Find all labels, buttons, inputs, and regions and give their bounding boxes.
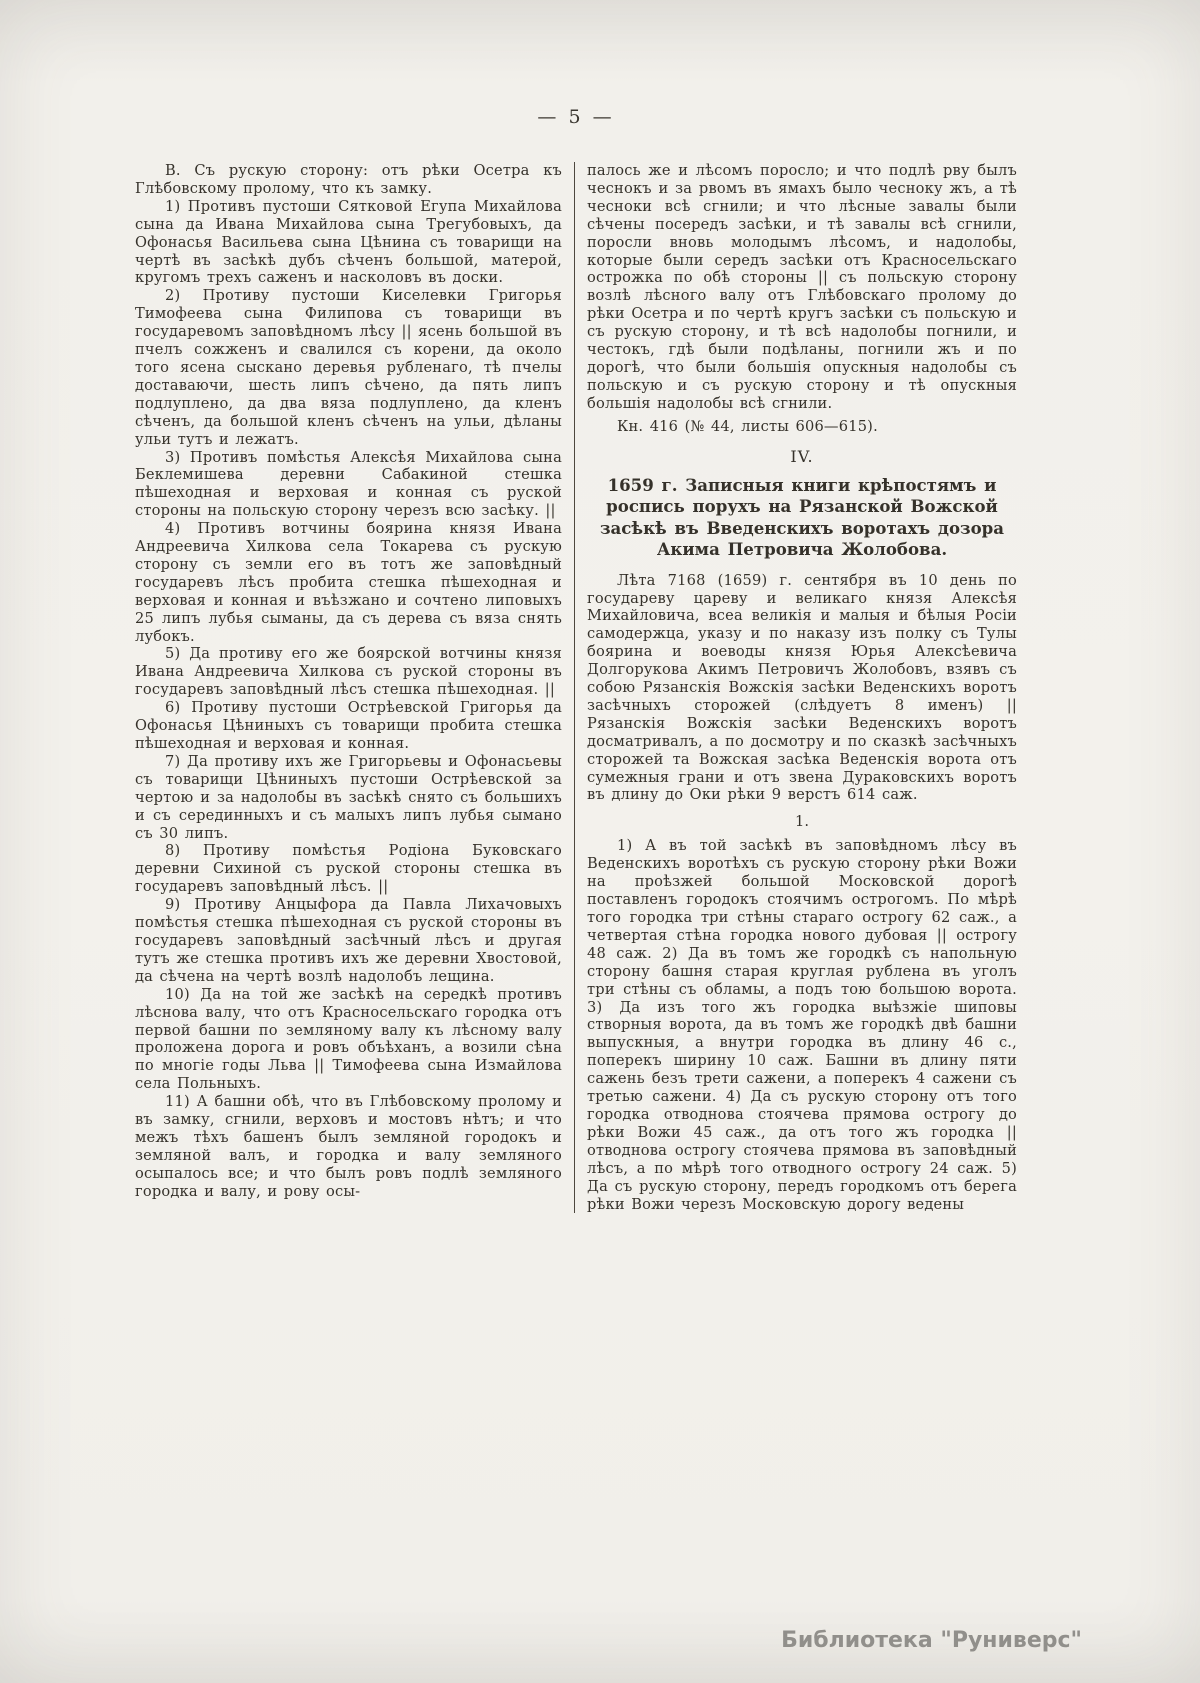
paragraph: 5) Да противу его же боярской вотчины князя Ивана Андреевича Хилкова съ руской стороны въ государевъ заповѣдный лѣсъ стешка пѣшеходная. || — [135, 645, 562, 699]
paragraph: 7) Да противу ихъ же Григорьевы и Офонасьевы съ товарищи Цѣниныхъ пустоши Острѣевской за чертою и за надолобы въ засѣкѣ снято съ большихъ и съ серединныхъ и съ малыхъ липъ лубья сымано съ 30 липъ. — [135, 752, 562, 842]
page-number: — 5 — — [537, 106, 615, 128]
paragraph: 2) Противу пустоши Киселевки Григорья Тимофеева сына Филипова съ товарищи въ государевомъ заповѣдномъ лѣсу || ясень большой въ пчелъ сожженъ и свалился съ корени, да около того ясена сыскано деревья рубленаго, тѣ пчелы доставаючи, шесть липъ сѣчено, да пять липъ подлуплено, да два вяза подлуплено, да кленъ сѣченъ, да большой кленъ сѣченъ на ульи, дѣланы ульи тутъ и лежатъ. — [135, 287, 562, 448]
paragraph: 9) Противу Анцыфора да Павла Лихачовыхъ помѣстья стешка пѣшеходная съ руской стороны въ государевъ заповѣдный засѣчный лѣсъ и другая тутъ же стешка противъ ихъ же деревни Хвостовой, да сѣчена на чертѣ возлѣ надолобъ лещина. — [135, 896, 562, 985]
subsection-number: 1. — [795, 813, 809, 831]
reference-line: Кн. 416 (№ 44, листы 606—615). — [617, 417, 878, 435]
paragraph: 6) Противу пустоши Острѣевской Григорья да Офонасья Цѣниныхъ съ товарищи пробита стешка пѣшеходная и верховая и конная. — [135, 699, 562, 752]
paragraph: 8) Противу помѣстья Родіона Буковскаго деревни Сихиной съ руской стороны стешка въ государевъ заповѣдный лѣсъ. || — [135, 842, 562, 896]
text-columns — [135, 162, 1017, 1213]
paragraph: В. Съ рускую сторону: отъ рѣки Осетра къ Глѣбовскому пролому, что къ замку. — [135, 162, 562, 197]
paragraph: 4) Противъ вотчины боярина князя Ивана Андреевича Хилкова села Токарева съ рускую сторону съ земли его въ тотъ же заповѣдный государевъ лѣсъ пробита стешка пѣшеходная и верховая и конная и въѣзжано и сочтено липовыхъ 25 липъ лубья сыманы, да съ дерева съ вяза снять лубокъ. — [135, 520, 562, 645]
paragraph: 11) А башни обѣ, что въ Глѣбовскому пролому и въ замку, сгнили, верховъ и мостовъ нѣтъ; и что межъ тѣхъ башенъ былъ земляной городокъ и земляной валъ, и городка и валу земляного осыпалось все; и что былъ ровъ подлѣ земляного городка и валу, и рову осы- — [135, 1093, 562, 1200]
continuation-paragraph: палось же и лѣсомъ поросло; и что подлѣ рву былъ чеснокъ и за рвомъ въ ямахъ было чесноку жъ, а тѣ чесноки всѣ сгнили; и что лѣсные завалы были сѣчены посередъ засѣки, и тѣ завалы всѣ сгнили, поросли вновь молодымъ лѣсомъ, и надолобы, которые были середъ засѣки отъ Красносельскаго острожка по обѣ стороны || съ польскую сторону возлѣ лѣсного валу отъ Глѣбовскаго пролому до рѣки Осетра и по чертѣ кругъ засѣки съ польскую и съ рускую сторону, и тѣ всѣ надолобы погнили, и честокъ, гдѣ были подѣланы, погнили жъ и по дорогѣ, что были большія опускныя надолобы съ польскую и съ рускую сторону и тѣ опускныя большія надолобы всѣ сгнили. — [587, 162, 1017, 412]
left-column — [135, 162, 562, 1213]
column-divider — [574, 162, 575, 1213]
paragraph: 3) Противъ помѣстья Алексѣя Михайлова сына Беклемишева деревни Сабакиной стешка пѣшеходная и верховая и конная съ руской стороны на польскую сторону черезъ всю засѣку. || — [135, 448, 562, 520]
section-number: IV. — [790, 446, 814, 466]
paragraph: 10) Да на той же засѣкѣ на середкѣ противъ лѣснова валу, что отъ Красносельскаго городка отъ первой башни по земляному валу къ лѣсному валу проложена дорога и ровъ объѣханъ, а возили сѣна по многіе годы Льва || Тимофеева сына Измайлова села Польныхъ. — [135, 985, 562, 1093]
section-heading: 1659 г. Записныя книги крѣпостямъ и роспись порухъ на Рязанской Вожской засѣкѣ въ Введенскихъ воротахъ дозора Акима Петровича Жолобова. — [599, 474, 1005, 560]
right-column — [587, 162, 1017, 1213]
paragraph: 1) Противъ пустоши Сятковой Егупа Михайлова сына да Ивана Михайлова сына Трегубовыхъ, да Офонасья Васильева сына Цѣнина съ товарищи на чертѣ въ засѣкѣ дубъ сѣченъ большой, матерой, кругомъ трехъ саженъ и насколовъ въ доски. — [135, 197, 562, 287]
body-paragraph: 1) А въ той засѣкѣ въ заповѣдномъ лѣсу въ Веденскихъ воротѣхъ съ рускую сторону рѣки Вожи на проѣзжей большой Московской дорогѣ поставленъ городокъ стоячимъ острогомъ. По мѣрѣ того городка три стѣны стараго острогу 62 саж., а четвертая стѣна городка нового дубовая || острогу 48 саж. 2) Да въ томъ же городкѣ съ напольную сторону башня старая круглая рублена въ уголъ три стѣны съ обламы, а подъ тою большою ворота. 3) Да изъ того жъ городка выѣзжіе шиповы створныя ворота, да въ томъ же городкѣ двѣ башни выпускныя, а внутри городка въ длину 46 с., поперекъ ширину 10 саж. Башни въ длину пяти сажень безъ трети сажени, а поперекъ 4 сажени съ третью сажени. 4) Да съ рускую сторону отъ того городка отводнова стоячева прямова острогу до рѣки Вожи 45 саж., да отъ того жъ городка || отводнова острогу стоячева прямова въ заповѣдный лѣсъ, а по мѣрѣ того отводного острогу 24 саж. 5) Да съ рускую сторону, передъ городкомъ отъ берега рѣки Вожи черезъ Московскую дорогу ведены — [587, 837, 1017, 1213]
intro-paragraph: Лѣта 7168 (1659) г. сентября въ 10 день по государеву цареву и великаго князя Алексѣя Михайловича, всеа великія и малыя и бѣлыя Росіи самодержца, указу и по наказу изъ полку съ Тулы боярина и воеводы князя Юрья Алексѣевича Долгорукова Акимъ Петровичъ Жолобовъ, взявъ съ собою Рязанскія Вожскія засѣки Веденскихъ воротъ засѣчныхъ сторожей (слѣдуетъ 8 именъ) || Рязанскія Вожскія засѣки Веденскихъ воротъ досматривалъ, а по досмотру и по сказкѣ засѣчныхъ сторожей та Вожская засѣка Веденскія ворота отъ сумежныя грани и отъ звена Дураковскихъ воротъ въ длину до Оки рѣки 9 верстъ 614 саж. — [587, 571, 1017, 804]
library-watermark: Библиотека "Руниверс" — [781, 1628, 1082, 1653]
